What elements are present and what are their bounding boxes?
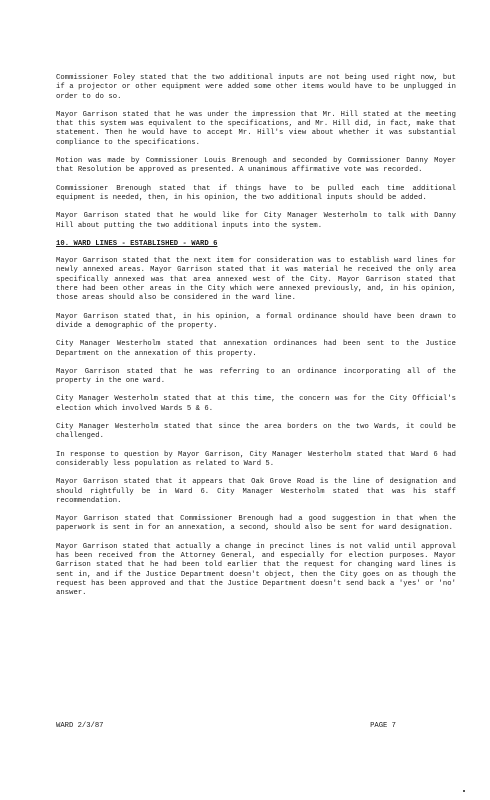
- paragraph: City Manager Westerholm stated that at this time, the concern was for the City Official's election which involved Wards 5 & 6.: [56, 395, 456, 413]
- scan-speck: [463, 790, 465, 792]
- paragraph: Mayor Garrison stated that Commissioner Brenough had a good suggestion in that when the paperwork is sent in for an annexation, a second, should also be sent for ward designation.: [56, 515, 456, 533]
- paragraph: Mayor Garrison stated that actually a change in precinct lines is not valid until approval has been received from the Attorney General, and especially for election purposes. Mayor Garrison stated that he had been told earlier that the request for changing ward lines is sent in, and if the Justice Department doesn't object, then the City goes on as though the request has been approved and that the Justice Department doesn't send back a 'yes' or 'no' answer.: [56, 542, 456, 598]
- paragraph: Commissioner Brenough stated that if things have to be pulled each time additional equipment is needed, then, in his opinion, the two additional inputs should be added.: [56, 184, 456, 202]
- paragraph: Mayor Garrison stated that, in his opinion, a formal ordinance should have been drawn to divide a demographic of the property.: [56, 312, 456, 330]
- footer-date: WARD 2/3/87: [56, 722, 104, 730]
- page-footer: [56, 722, 456, 731]
- paragraph: Mayor Garrison stated that he would like for City Manager Westerholm to talk with Danny Hill about putting the two additional inputs into the system.: [56, 212, 456, 230]
- paragraph: Mayor Garrison stated that it appears that Oak Grove Road is the line of designation and should rightfully be in Ward 6. City Manager Westerholm stated that was his staff recommendation.: [56, 478, 456, 505]
- paragraph: Commissioner Foley stated that the two additional inputs are not being used right now, but if a projector or other equipment were added some other items would have to be unplugged in order to do so.: [56, 74, 456, 101]
- section-heading: 10. WARD LINES - ESTABLISHED - WARD 6: [56, 239, 218, 248]
- paragraph: Mayor Garrison stated that he was under the impression that Mr. Hill stated at the meeting that this system was equivalent to the specifications, and Mr. Hill did, in fact, make that statement. Then he would have to accept Mr. Hill's view about whether it was substantial compliance to the specifications.: [56, 110, 456, 147]
- paragraph: Mayor Garrison stated that he was referring to an ordinance incorporating all of the property in the one ward.: [56, 367, 456, 386]
- paragraph: City Manager Westerholm stated that since the area borders on the two Wards, it could be challenged.: [56, 423, 456, 441]
- paragraph: City Manager Westerholm stated that annexation ordinances had been sent to the Justice Department on the annexation of this property.: [56, 340, 456, 358]
- paragraph: In response to question by Mayor Garrison, City Manager Westerholm stated that Ward 6 had considerably less population as related to Ward 5.: [56, 450, 456, 468]
- paragraph: Motion was made by Commissioner Louis Brenough and seconded by Commissioner Danny Moyer that Resolution be approved as presented. A unanimous affirmative vote was recorded.: [56, 157, 456, 175]
- minutes-page: [56, 74, 456, 607]
- page-number: PAGE 7: [370, 722, 396, 730]
- paragraph: Mayor Garrison stated that the next item for consideration was to establish ward lines for newly annexed areas. Mayor Garrison stated that it was material he received the only area specifically annexed was that area annexed west of the City. Mayor Garrison stated that there had been other areas in the City which were annexed previously, and, in his opinion, those areas should also be considered in the ward line.: [56, 257, 456, 303]
